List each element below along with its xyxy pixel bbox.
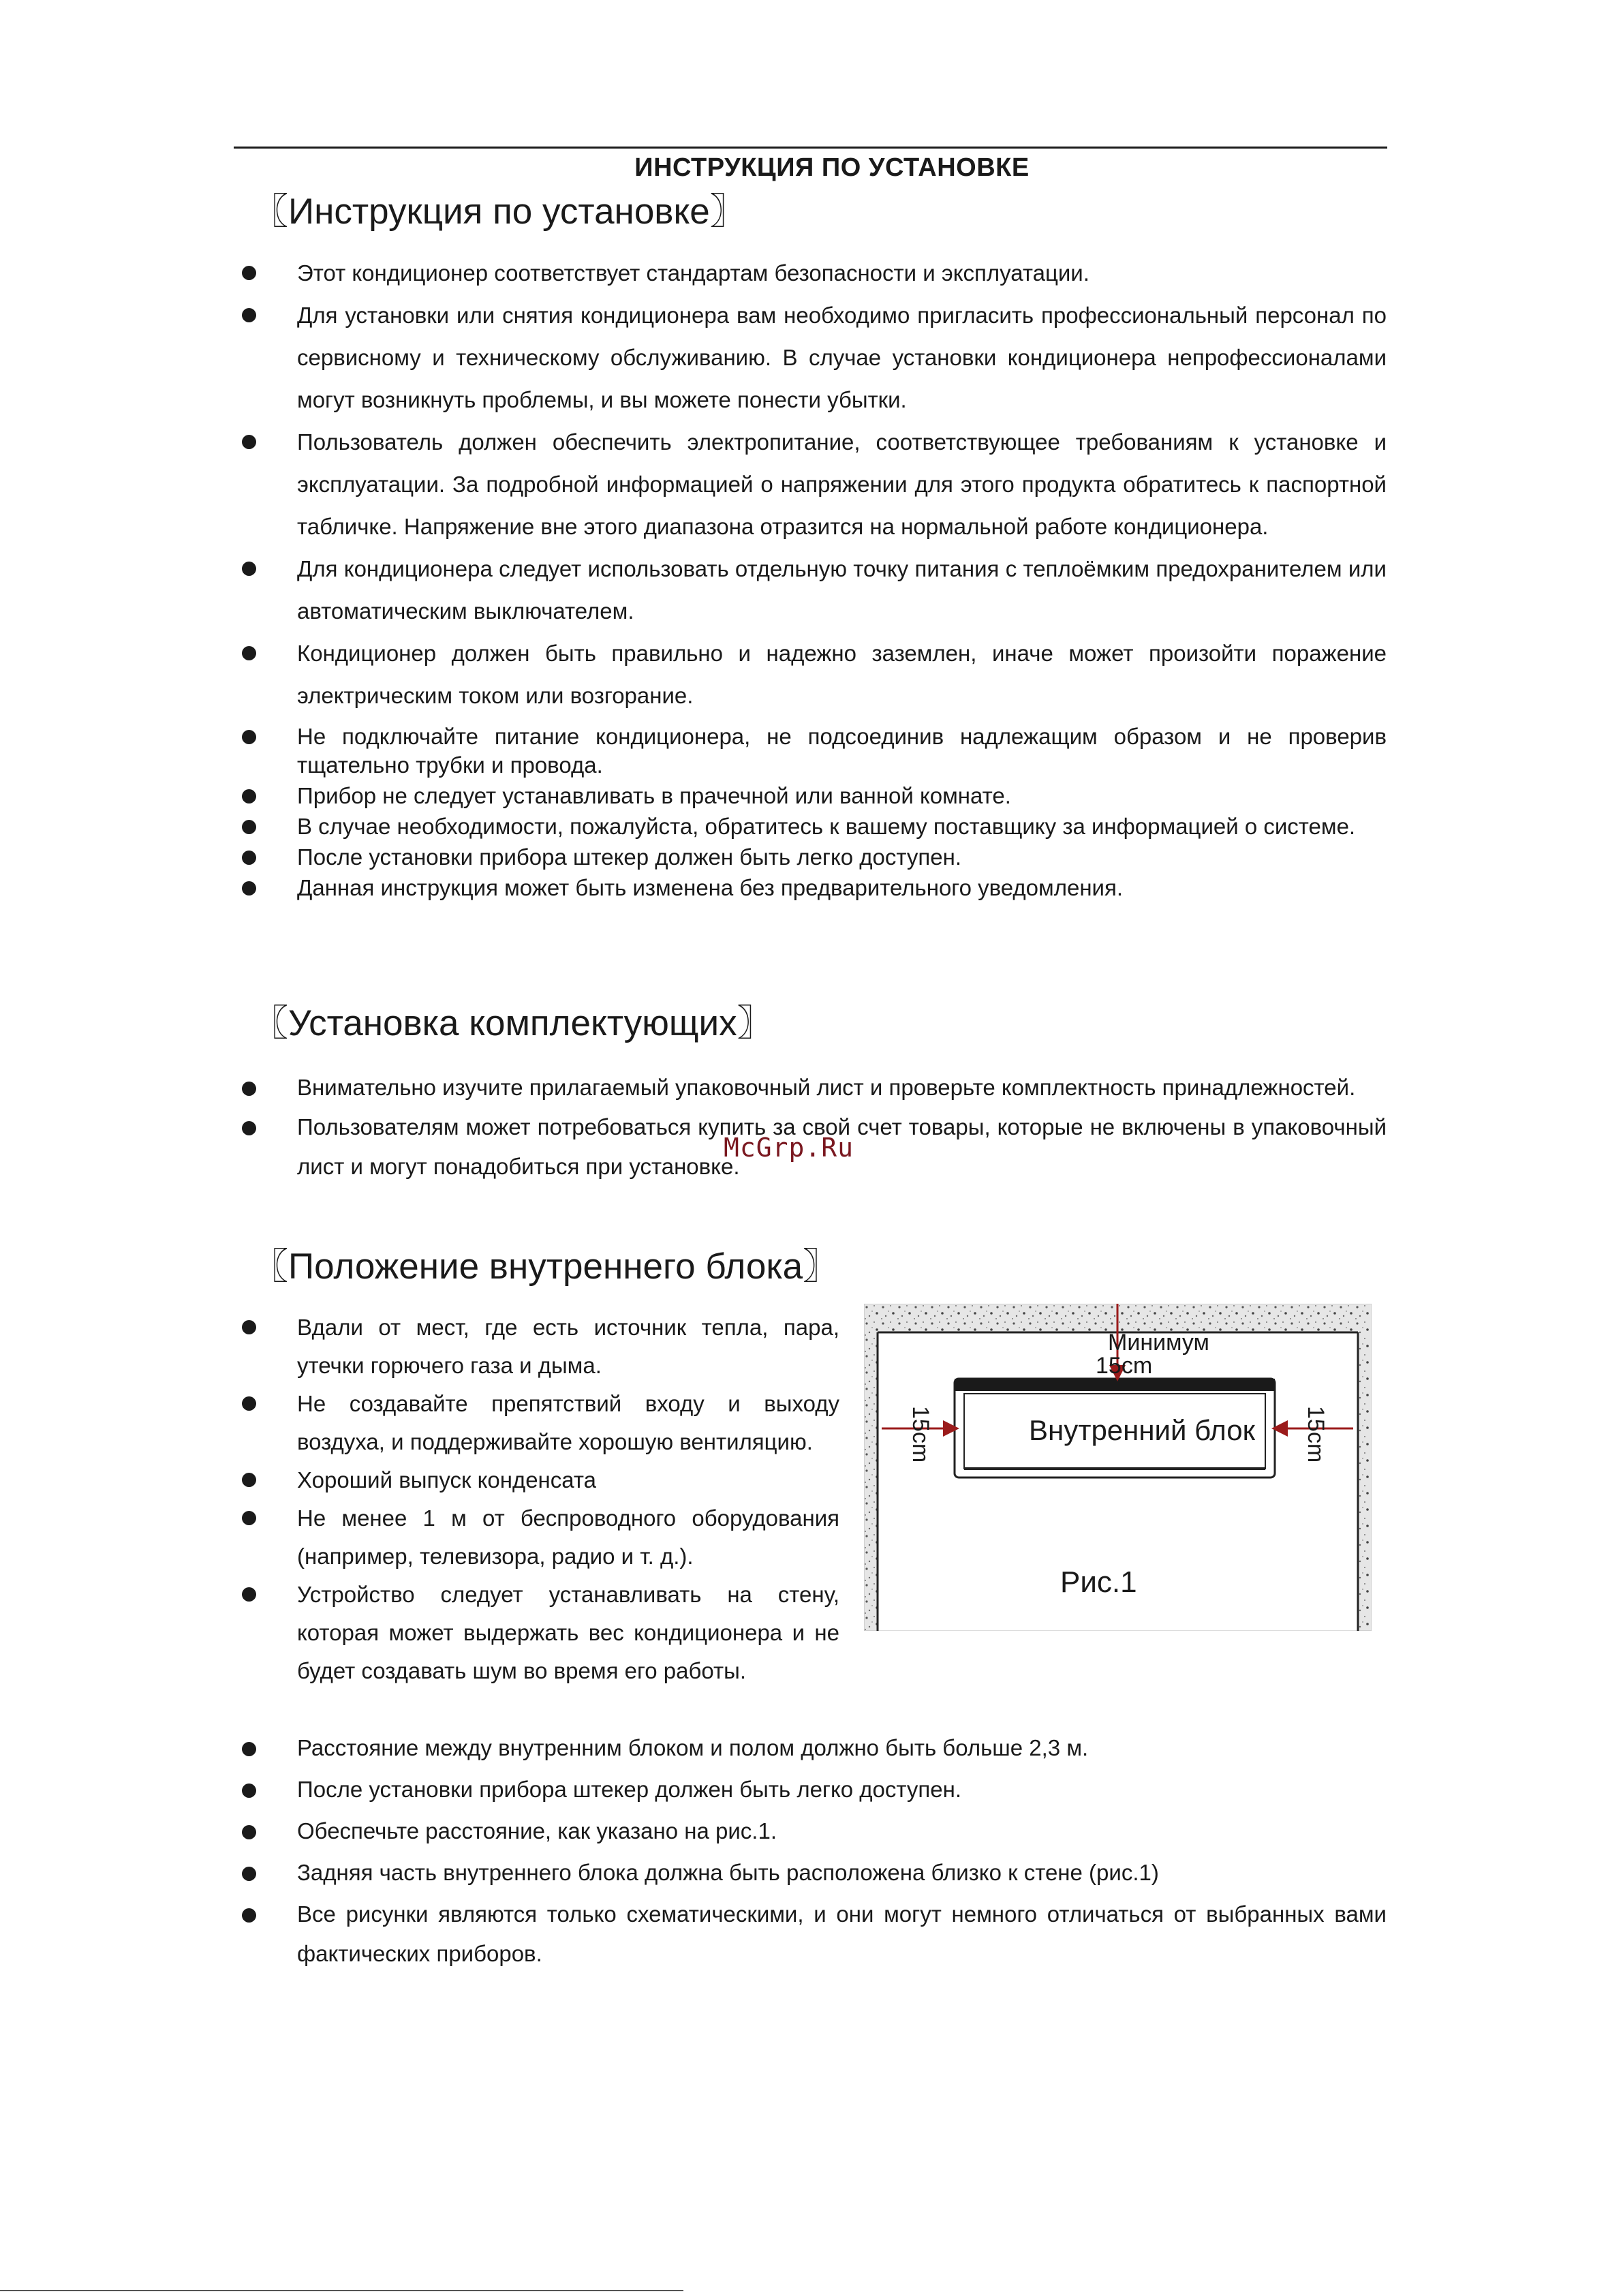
list-item: Пользователь должен обеспечить электропитание, соответствующее требованиям к установке и эксплуатации. За подробной информацией о напряжении для этого продукта обратитесь к паспортной табличке. Напряжение вне этого диапазона отразится на нормальной работе кондиционера. <box>232 421 1387 548</box>
list-item: В случае необходимости, пожалуйста, обратитесь к вашему поставщику за информацией о системе. <box>232 812 1387 841</box>
install-list <box>232 252 1387 904</box>
unit-label: Внутренний блок <box>1029 1414 1256 1446</box>
right-label: 15cm <box>1303 1406 1329 1463</box>
section-title-indoor: 〖Положение внутреннего блока〗 <box>252 1246 839 1287</box>
bullet-icon <box>242 789 256 803</box>
bullet-icon <box>242 1587 256 1602</box>
list-item: Вдали от мест, где есть источник тепла, пара, утечки горючего газа и дыма. <box>232 1308 839 1385</box>
bullet-icon <box>242 1396 256 1411</box>
bullet-icon <box>242 1825 256 1839</box>
list-item: Не создавайте препятствий входу и выходу воздуха, и поддерживайте хорошую вентиляцию. <box>232 1385 839 1461</box>
footer-rule <box>0 2290 683 2291</box>
installation-diagram <box>864 1304 1372 1631</box>
list-item: Этот кондиционер соответствует стандартам безопасности и эксплуатации. <box>232 252 1387 294</box>
bullet-icon <box>242 1742 256 1756</box>
bullet-icon <box>242 266 256 280</box>
list-item: Пользователям может потребоваться купить за свой счет товары, которые не включены в упаковочный лист и могут понадобиться при установке. <box>232 1107 1387 1187</box>
header-rule <box>234 147 1387 149</box>
list-item: Данная инструкция может быть изменена без предварительного уведомления. <box>232 874 1387 902</box>
figure-caption: Рис.1 <box>1060 1565 1137 1599</box>
bullet-icon <box>242 1121 256 1135</box>
list-item: Задняя часть внутреннего блока должна быть расположена близко к стене (рис.1) <box>232 1853 1387 1893</box>
bullet-icon <box>242 1082 256 1096</box>
bullet-icon <box>242 851 256 865</box>
bullet-icon <box>242 881 256 896</box>
bullet-icon <box>242 730 256 744</box>
bullet-icon <box>242 1908 256 1923</box>
list-item: После установки прибора штекер должен быть легко доступен. <box>232 1770 1387 1809</box>
top-label-1: Минимум <box>1108 1330 1209 1356</box>
list-item: Внимательно изучите прилагаемый упаковочный лист и проверьте комплектность принадлежностей. <box>232 1068 1387 1107</box>
indoor-list-narrow <box>232 1308 839 1690</box>
bullet-icon <box>242 1473 256 1487</box>
bullet-icon <box>242 820 256 834</box>
left-label: 15cm <box>908 1406 933 1463</box>
bullet-icon <box>242 435 256 449</box>
bullet-icon <box>242 308 256 322</box>
watermark: McGrp.Ru <box>724 1133 854 1163</box>
bullet-icon <box>242 1320 256 1334</box>
list-item: Не менее 1 м от беспроводного оборудования (например, телевизора, радио и т. д.). <box>232 1499 839 1576</box>
list-item: Обеспечьте расстояние, как указано на рис.1. <box>232 1811 1387 1851</box>
bullet-icon <box>242 562 256 576</box>
list-item: Устройство следует устанавливать на стену, которая может выдержать вес кондиционера и не будет создавать шум во время его работы. <box>232 1576 839 1690</box>
indoor-list-wide <box>232 1728 1387 1974</box>
section-title-accessories: 〖Установка комплектующих〗 <box>252 1003 773 1043</box>
list-item: Все рисунки являются только схематическими, и они могут немного отличаться от выбранных вами фактических приборов. <box>232 1895 1387 1974</box>
bullet-icon <box>242 1511 256 1525</box>
top-label-2: 15cm <box>1096 1353 1153 1379</box>
page-header: ИНСТРУКЦИЯ ПО УСТАНОВКЕ <box>634 153 1030 182</box>
accessories-list <box>232 1068 1387 1187</box>
bullet-icon <box>242 1784 256 1798</box>
section-title-install: 〖Инструкция по установке〗 <box>252 192 746 232</box>
list-item: Расстояние между внутренним блоком и полом должно быть больше 2,3 м. <box>232 1728 1387 1768</box>
list-item: Не подключайте питание кондиционера, не подсоединив надлежащим образом и не проверив тщательно трубки и провода. <box>232 722 1387 780</box>
bullet-icon <box>242 1867 256 1881</box>
bullet-icon <box>242 646 256 660</box>
list-item: Для кондиционера следует использовать отдельную точку питания с теплоёмким предохранителем или автоматическим выключателем. <box>232 548 1387 632</box>
list-item: Хороший выпуск конденсата <box>232 1461 839 1499</box>
list-item: После установки прибора штекер должен быть легко доступен. <box>232 843 1387 872</box>
list-item: Прибор не следует устанавливать в прачечной или ванной комнате. <box>232 782 1387 810</box>
list-item: Для установки или снятия кондиционера вам необходимо пригласить профессиональный персонал по сервисному и техническому обслуживанию. В случае установки кондиционера непрофессионалами могут возникнуть проблемы, и вы можете понести убытки. <box>232 294 1387 421</box>
list-item: Кондиционер должен быть правильно и надежно заземлен, иначе может произойти поражение электрическим током или возгорание. <box>232 632 1387 717</box>
